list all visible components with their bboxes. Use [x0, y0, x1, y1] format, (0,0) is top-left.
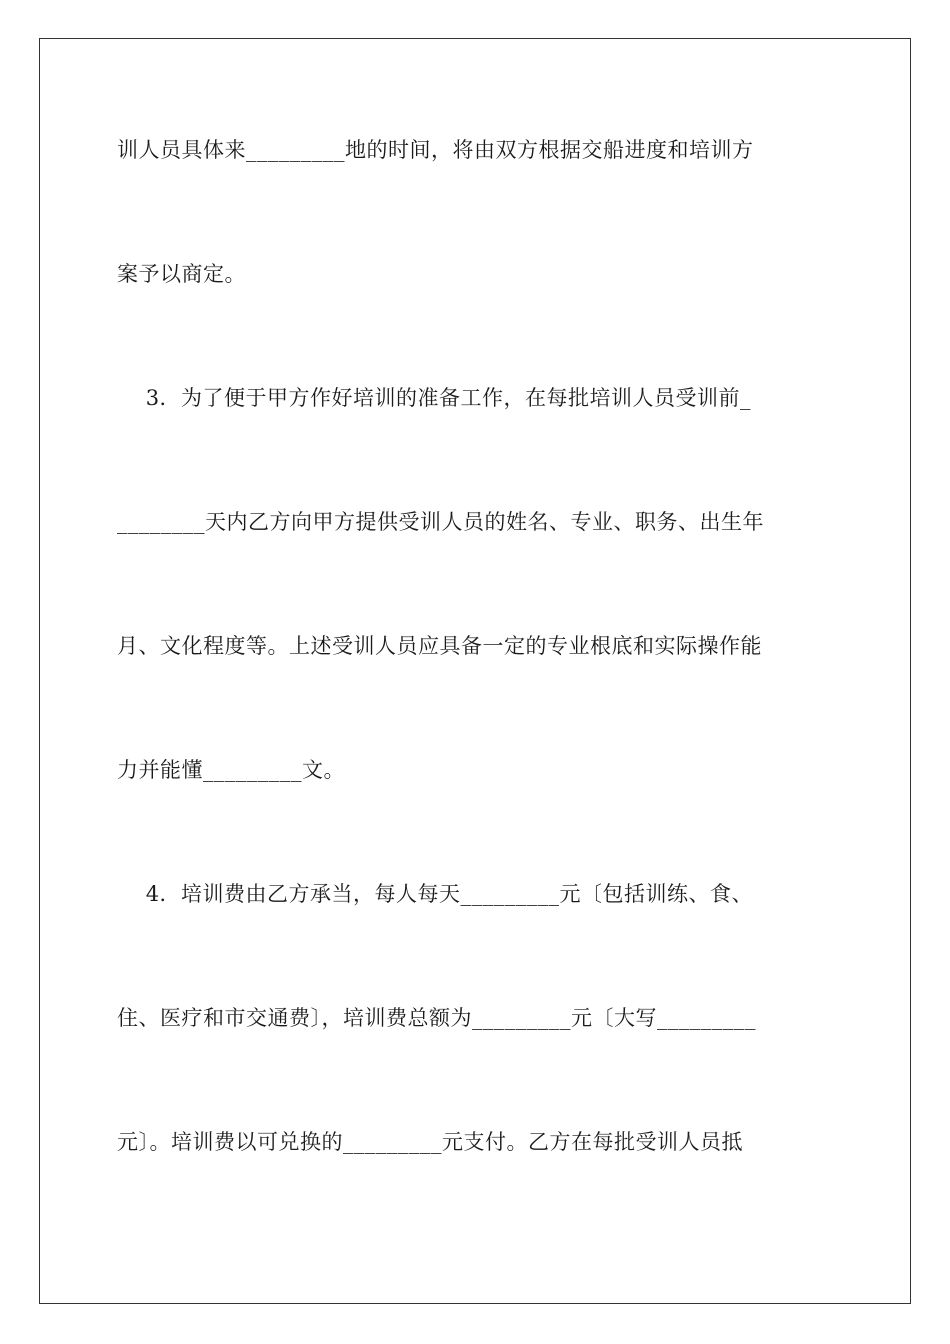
- text-line-4: ________天内乙方向甲方提供受训人员的姓名、专业、职务、出生年: [117, 510, 764, 534]
- text-line-5: 月、文化程度等。上述受训人员应具备一定的专业根底和实际操作能: [117, 634, 762, 658]
- text-line-9: 元〕。培训费以可兑换的_________元支付。乙方在每批受训人员抵: [117, 1130, 743, 1154]
- text-line-2: 案予以商定。: [117, 262, 246, 286]
- text-line-1: 训人员具体来_________地的时间，将由双方根据交船进度和培训方: [117, 138, 754, 162]
- text-line-3: 3．为了便于甲方作好培训的准备工作，在每批培训人员受训前_: [117, 386, 752, 410]
- text-line-8: 住、医疗和市交通费〕，培训费总额为_________元〔大写_________: [117, 1006, 756, 1030]
- text-line-7: 4．培训费由乙方承当，每人每天_________元〔包括训练、食、: [117, 882, 754, 906]
- text-line-6: 力并能懂_________文。: [117, 758, 345, 782]
- page-border: [39, 38, 911, 1304]
